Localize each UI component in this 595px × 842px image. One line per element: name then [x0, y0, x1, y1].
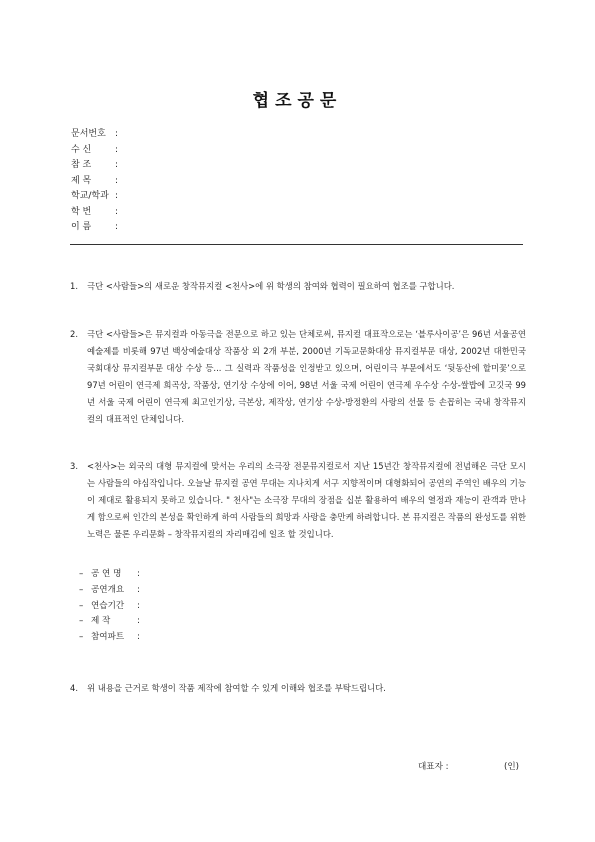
paragraph-number: 2. [70, 329, 78, 339]
field-show-overview [79, 583, 140, 599]
field-reference [71, 158, 125, 174]
paragraph-text: 극단 <사람들>은 뮤지컬과 아동극을 전문으로 하고 있는 단체로써, 뮤지컬 대표작으로는 ‘블루사이공’은 96년 서울공연예술제를 비롯해 97년 백상예술대상 작품상 외 2개 부분, 2000년 기독교문화대상 뮤지컬부문 대상, 2002년 대한민국 국회대상 뮤지컬부문 대상 수상 등... 그 실력과 작품성을 인정받고 있으며, 어린이극 부문에서도 ‘뒷동산에 할미꽃’으로 97년 어린이 연극제 희곡상, 작품상, 연기상 수상에 이어, 98년 서울 국제 어린이 연극제 우수상 수상-쌀밥에 고깃국 99년 서울 국제 어린이 연극제 최고인기상, 극본상, 제작상, 연기상 수상-방정환의 사랑의 선물 등 손꼽히는 국내 창작뮤지컬의 대표적인 단체입니다. [87, 329, 526, 424]
header-divider [70, 244, 523, 245]
field-subject [71, 174, 125, 190]
field-participation-part [79, 630, 140, 646]
dash-bullet: – [79, 569, 84, 579]
field-label: 공연개요 [91, 584, 125, 595]
dash-bullet: – [79, 616, 84, 627]
dash-bullet: – [79, 632, 84, 643]
field-label: 학 번 [71, 206, 92, 217]
field-production [79, 614, 140, 630]
field-label: 문서번호 [71, 129, 106, 139]
field-label: 참여파트 [91, 632, 125, 643]
field-show-title [79, 567, 140, 583]
field-colon: : [115, 206, 119, 217]
field-colon: : [115, 129, 119, 139]
paragraph-number: 1. [70, 281, 78, 291]
performance-fields [79, 567, 140, 646]
field-label: 이 름 [71, 222, 92, 232]
field-student-id [71, 205, 125, 221]
document-title: 협조공문 [252, 91, 343, 111]
field-colon: : [137, 616, 140, 627]
field-label: 연습기간 [91, 600, 125, 611]
field-label: 학교/학과 [71, 191, 109, 201]
field-label: 공 연 명 [91, 569, 122, 579]
field-rehearsal-period [79, 599, 140, 615]
seal-mark: (인) [504, 762, 520, 772]
paragraph-1 [70, 278, 526, 295]
paragraph-text: <천사>는 외국의 대형 뮤지컬에 맞서는 우리의 소극장 전문뮤지컬로서 지난 15년간 창작뮤지컬에 전념해온 극단 모시는 사람들의 야심작입니다. 오늘날 뮤지컬 공연 무대는 지나치게 서구 지향적이며 대형화되어 공연의 주역인 배우의 기능이 제대로 활용되지 못하고 있습니다. " 천사"는 소극장 무대의 장점을 십분 활용하여 배우의 열정과 재능이 관객과 만나게 함으로써 인간의 본성을 확인하게 하여 사람들의 희망과 사랑을 충만케 하려합니다. 본 뮤지컬은 작품의 완성도를 위한 노력은 물론 우리문화 – 창작뮤지컬의 자리매김에 일조 할 것입니다. [87, 461, 527, 539]
field-colon: : [137, 569, 140, 579]
field-colon: : [115, 160, 119, 170]
field-label: 제 목 [71, 175, 92, 186]
dash-bullet: – [79, 584, 84, 595]
field-colon: : [115, 144, 119, 155]
signature-line [418, 760, 528, 772]
paragraph-text: 극단 <사람들>의 새로운 창작뮤지컬 <천사>에 위 학생의 참여와 협력이 필요하여 협조를 구합니다. [87, 281, 455, 291]
paragraph-2 [70, 326, 526, 428]
field-label: 제 작 [91, 616, 111, 627]
field-label: 참 조 [71, 160, 92, 170]
field-name [71, 220, 125, 236]
field-colon: : [137, 600, 140, 611]
paragraph-number: 4. [70, 683, 78, 693]
field-colon: : [115, 175, 119, 186]
field-colon: : [137, 632, 140, 643]
representative-label: 대표자 : [418, 762, 449, 772]
header-fields [71, 127, 125, 236]
field-recipient [71, 143, 125, 159]
paragraph-4 [70, 680, 526, 697]
paragraph-text: 위 내용을 근거로 학생이 작품 제작에 참여할 수 있게 이해와 협조를 부탁드립니다. [87, 683, 386, 693]
paragraph-3 [70, 458, 526, 543]
dash-bullet: – [79, 600, 84, 611]
field-colon: : [137, 584, 140, 595]
field-colon: : [115, 191, 119, 201]
paragraph-number: 3. [70, 461, 78, 471]
field-doc-number [71, 127, 125, 143]
field-colon: : [115, 222, 119, 232]
field-label: 수 신 [71, 144, 92, 155]
field-school-dept [71, 189, 125, 205]
